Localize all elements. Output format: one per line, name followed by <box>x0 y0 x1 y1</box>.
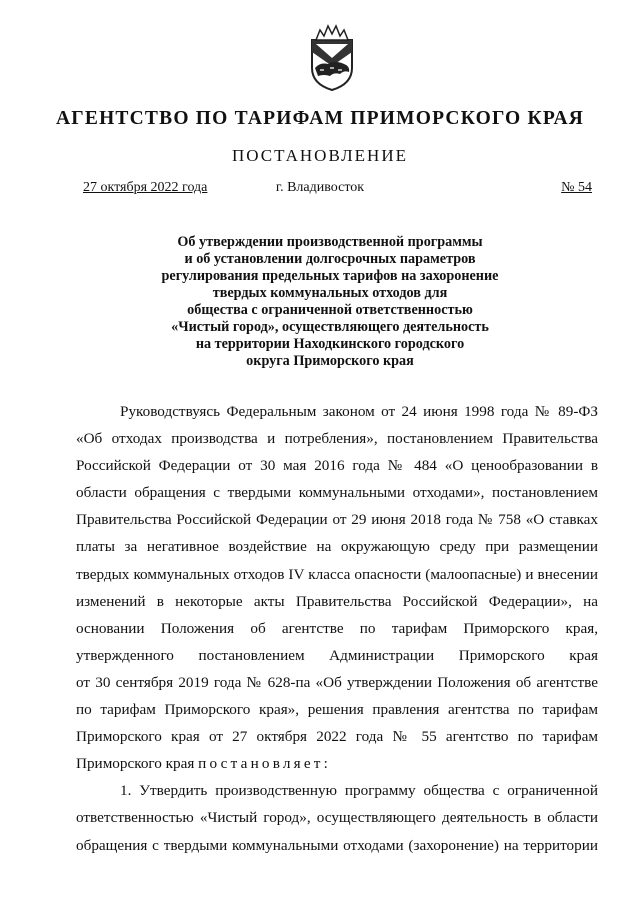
body-line: Руководствуясь Федеральным законом от 24 июня 1998 года № 89-ФЗ <box>120 403 598 420</box>
item-line: обращения с твердыми коммунальными отходами (захоронение) на территории <box>76 836 598 854</box>
body-line: Правительства Российской Федерации от 29 июня 2018 года № 758 «О ставках <box>76 511 598 529</box>
document-date: 27 октября 2022 года <box>83 180 208 195</box>
title-line: Об утверждении производственной программы <box>177 234 483 250</box>
title-line: регулирования предельных тарифов на захоронение <box>161 268 499 284</box>
coat-of-arms-emblem <box>306 22 358 92</box>
body-line: утвержденного постановлением Администрации Приморского края <box>76 646 598 664</box>
body-line: Приморского края от 27 октября 2022 года № 55 агентство по тарифам <box>76 728 598 746</box>
body-line: по тарифам Приморского края», решения правления агентства по тарифам <box>76 701 598 719</box>
item-line: ответственностью «Чистый город», осуществляющего деятельность в области <box>76 809 598 827</box>
resolves-line <box>76 750 598 777</box>
document-title <box>120 234 540 370</box>
body-line: платы за негативное воздействие на окружающую среду при размещении <box>76 538 598 556</box>
body-line: области обращения с твердыми коммунальными отходами», постановлением <box>76 484 598 502</box>
item-line: 1. Утвердить производственную программу общества с ограниченной <box>120 782 598 800</box>
resolves-prefix: Приморского края <box>76 755 199 773</box>
document-number: № 54 <box>561 180 592 195</box>
title-line: общества с ограниченной ответственностью <box>187 302 473 318</box>
resolves-word: постановляет: <box>198 755 332 773</box>
title-line: и об установлении долгосрочных параметров <box>184 251 476 267</box>
body-line: Российской Федерации от 30 мая 2016 года № 484 «О ценообразовании в <box>76 457 598 475</box>
body-line: твердых коммунальных отходов IV класса опасности (малоопасные) и внесении <box>76 565 598 583</box>
title-line: на территории Находкинского городского <box>195 336 465 352</box>
body-line: основании Положения об агентстве по тарифам Приморского края, <box>76 619 598 637</box>
agency-heading: АГЕНТСТВО ПО ТАРИФАМ ПРИМОРСКОГО КРАЯ <box>55 108 585 129</box>
document-body <box>76 398 598 859</box>
body-line: «Об отходах производства и потребления», постановлением Правительства <box>76 430 598 448</box>
title-line: округа Приморского края <box>246 353 414 369</box>
document-city: г. Владивосток <box>275 180 365 195</box>
title-line: твердых коммунальных отходов для <box>212 285 448 301</box>
body-line: от 30 сентября 2019 года № 628-па «Об утверждении Положения об агентстве <box>76 673 598 691</box>
document-type: ПОСТАНОВЛЕНИЕ <box>231 146 408 165</box>
body-line: изменений в некоторые акты Правительства Российской Федерации», на <box>76 592 598 610</box>
title-line: «Чистый город», осуществляющего деятельность <box>171 319 489 335</box>
